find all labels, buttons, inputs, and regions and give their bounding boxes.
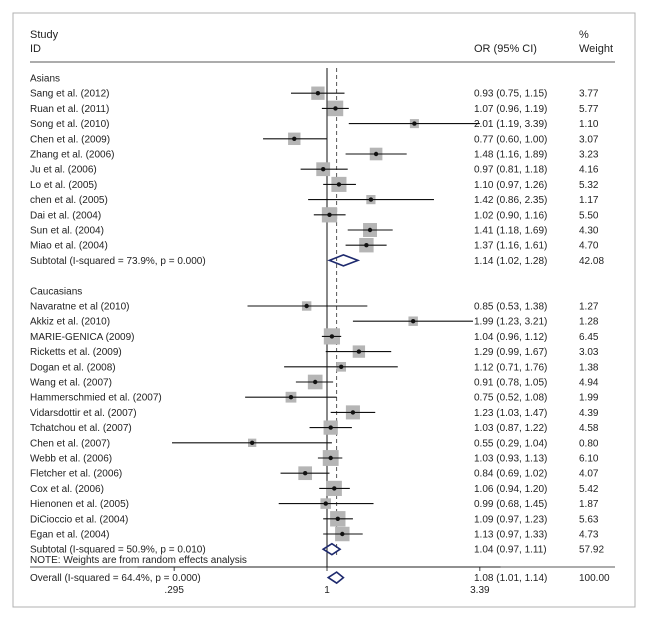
study-weight: 3.23 [579,149,599,161]
study-weight: 4.58 [579,423,599,435]
study-point [364,243,368,247]
study-weight: 6.45 [579,331,599,343]
study-weight: 5.42 [579,483,599,495]
study-weight: 4.73 [579,529,599,541]
study-point [337,182,341,186]
study-label: Lo et al. (2005) [30,179,98,191]
study-point [292,137,296,141]
study-ci-text: 1.41 (1.18, 1.69) [474,225,548,237]
subtotal-ci-text: 1.14 (1.02, 1.28) [474,255,548,267]
subtotal-label: Subtotal (I-squared = 50.9%, p = 0.010) [30,544,206,556]
study-ci-text: 2.01 (1.19, 3.39) [474,119,548,131]
study-ci-text: 1.37 (1.16, 1.61) [474,240,548,252]
header-weight: Weight [579,43,614,55]
study-ci-text: 1.29 (0.99, 1.67) [474,347,548,359]
study-weight: 5.77 [579,103,599,115]
study-point [250,441,254,445]
study-weight: 1.99 [579,392,599,404]
study-label: MARIE-GENICA (2009) [30,331,135,343]
study-label: Egan et al. (2004) [30,529,110,541]
study-label: Miao et al. (2004) [30,240,108,252]
study-label: Chen et al. (2009) [30,134,111,146]
header-or: OR (95% CI) [474,43,537,55]
header-percent: % [579,29,589,41]
study-weight: 4.07 [579,468,599,480]
study-weight: 4.39 [579,407,599,419]
study-weight: 4.16 [579,164,599,176]
study-ci-text: 1.03 (0.87, 1.22) [474,423,548,435]
study-label: Chen et al. (2007) [30,438,111,450]
study-point [374,152,378,156]
study-point [329,456,333,460]
study-weight: 4.70 [579,240,599,252]
study-label: Hienonen et al. (2005) [30,499,129,511]
study-point [313,380,317,384]
study-weight: 5.32 [579,179,599,191]
study-point [316,91,320,95]
study-ci-text: 0.84 (0.69, 1.02) [474,468,548,480]
study-point [411,319,415,323]
study-label: Navaratne et al (2010) [30,301,130,313]
study-weight: 1.28 [579,316,599,328]
header-id: ID [30,43,41,55]
overall-weight: 100.00 [579,573,610,585]
study-weight: 4.94 [579,377,599,389]
study-ci-text: 1.23 (1.03, 1.47) [474,407,548,419]
study-weight: 1.87 [579,499,599,511]
study-point [336,517,340,521]
study-point [329,425,333,429]
study-point [351,410,355,414]
study-label: Ruan et al. (2011) [30,103,110,115]
study-weight: 5.50 [579,210,599,222]
group-label: Caucasians [30,286,83,298]
study-label: Song et al. (2010) [30,119,110,131]
study-label: Webb et al. (2006) [30,453,113,465]
study-weight: 3.03 [579,347,599,359]
study-ci-text: 1.06 (0.94, 1.20) [474,483,548,495]
study-label: Ricketts et al. (2009) [30,347,122,359]
study-weight: 1.10 [579,119,599,131]
study-label: Zhang et al. (2006) [30,149,115,161]
study-ci-text: 1.07 (0.96, 1.19) [474,103,548,115]
study-weight: 5.63 [579,514,599,526]
study-ci-text: 0.91 (0.78, 1.05) [474,377,548,389]
study-ci-text: 0.77 (0.60, 1.00) [474,134,548,146]
study-label: DiCioccio et al. (2004) [30,514,129,526]
study-ci-text: 1.13 (0.97, 1.33) [474,529,548,541]
study-label: Cox et al. (2006) [30,483,104,495]
study-ci-text: 1.99 (1.23, 3.21) [474,316,548,328]
study-ci-text: 1.12 (0.71, 1.76) [474,362,548,374]
study-ci-text: 0.75 (0.52, 1.08) [474,392,548,404]
study-ci-text: 0.97 (0.81, 1.18) [474,164,548,176]
study-ci-text: 1.03 (0.93, 1.13) [474,453,548,465]
subtotal-ci-text: 1.04 (0.97, 1.11) [474,544,547,556]
weights-note: NOTE: Weights are from random effects analysis [30,555,247,566]
study-ci-text: 0.55 (0.29, 1.04) [474,438,548,450]
study-ci-text: 1.04 (0.96, 1.12) [474,331,548,343]
study-ci-text: 1.10 (0.97, 1.26) [474,179,548,191]
study-label: Sang et al. (2012) [30,88,110,100]
study-weight: 3.77 [579,88,599,100]
study-point [412,121,416,125]
study-ci-text: 0.85 (0.53, 1.38) [474,301,548,313]
study-label: Dai et al. (2004) [30,210,102,222]
study-ci-text: 0.99 (0.68, 1.45) [474,499,548,511]
study-label: Fletcher et al. (2006) [30,468,123,480]
subtotal-label: Subtotal (I-squared = 73.9%, p = 0.000) [30,255,206,267]
study-point [333,106,337,110]
study-point [324,501,328,505]
study-ci-text: 1.48 (1.16, 1.89) [474,149,548,161]
study-point [369,197,373,201]
study-point [339,365,343,369]
study-label: chen et al. (2005) [30,195,108,207]
x-tick-label: 3.39 [470,585,490,596]
study-label: Tchatchou et al. (2007) [30,423,132,435]
study-weight: 1.38 [579,362,599,374]
study-point [332,486,336,490]
study-label: Ju et al. (2006) [30,164,97,176]
study-weight: 6.10 [579,453,599,465]
overall-label: Overall (I-squared = 64.4%, p = 0.000) [30,573,201,585]
study-point [340,532,344,536]
header-study: Study [30,29,59,41]
x-tick-label: 1 [324,585,330,596]
subtotal-weight: 57.92 [579,544,605,556]
subtotal-weight: 42.08 [579,255,605,267]
study-point [368,228,372,232]
study-point [303,471,307,475]
study-point [304,304,308,308]
study-label: Dogan et al. (2008) [30,362,116,374]
overall-ci-text: 1.08 (1.01, 1.14) [474,573,548,585]
study-label: Wang et al. (2007) [30,377,112,389]
study-weight: 4.30 [579,225,599,237]
study-weight: 1.27 [579,301,599,313]
study-ci-text: 1.42 (0.86, 2.35) [474,195,548,207]
study-label: Vidarsdottir et al. (2007) [30,407,137,419]
study-label: Hammerschmied et al. (2007) [30,392,162,404]
study-label: Sun et al. (2004) [30,225,104,237]
study-label: Akkiz et al. (2010) [30,316,111,328]
study-ci-text: 1.02 (0.90, 1.16) [474,210,548,222]
study-weight: 0.80 [579,438,599,450]
study-ci-text: 0.93 (0.75, 1.15) [474,88,548,100]
study-point [289,395,293,399]
study-weight: 1.17 [579,195,599,207]
x-tick-label: .295 [164,585,184,596]
study-weight: 3.07 [579,134,599,146]
group-label: Asians [30,73,61,85]
study-point [327,213,331,217]
study-point [357,349,361,353]
study-ci-text: 1.09 (0.97, 1.23) [474,514,548,526]
study-point [321,167,325,171]
study-point [330,334,334,338]
